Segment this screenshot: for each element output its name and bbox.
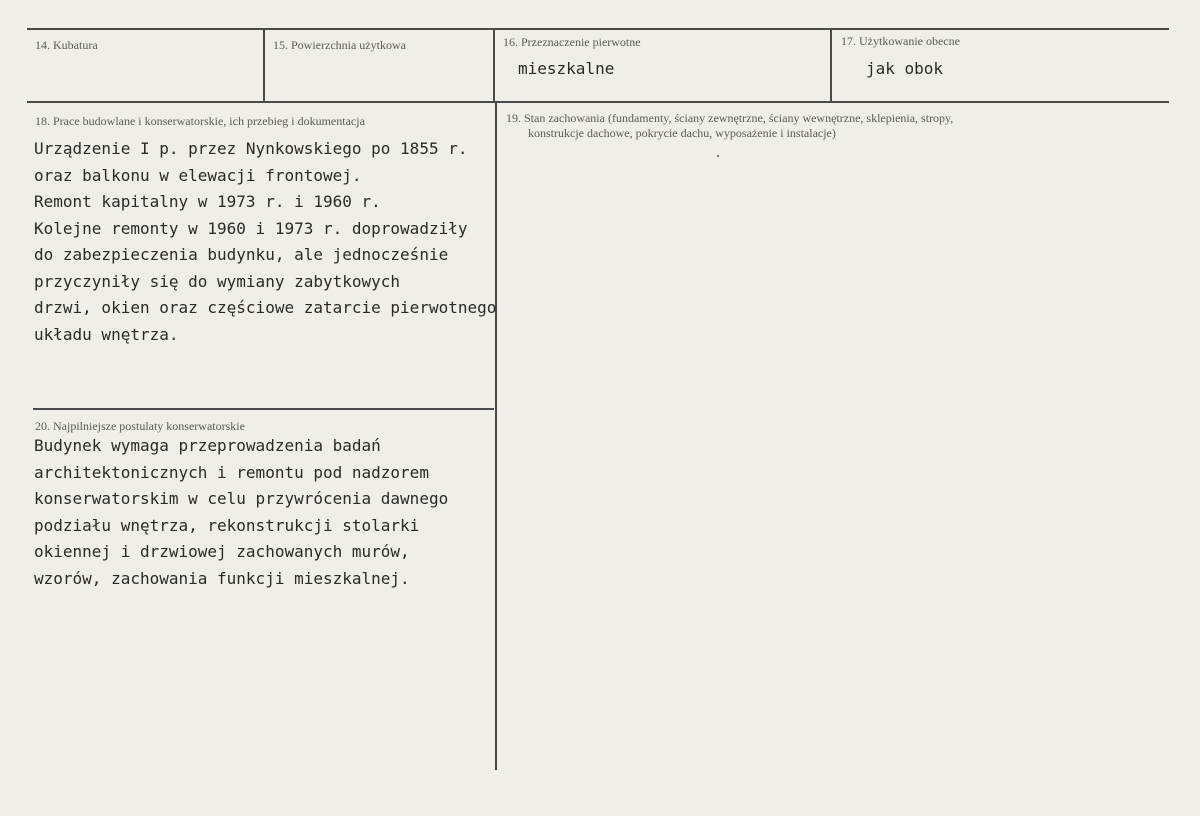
przeznaczenie-pierwotne-label: 16. Przeznaczenie pierwotne bbox=[503, 35, 641, 49]
postulaty-line: konserwatorskim w celu przywrócenia dawnego bbox=[34, 489, 449, 508]
uzytkowanie-obecne-label: 17. Użytkowanie obecne bbox=[841, 34, 960, 48]
prace-line: Urządzenie I p. przez Nynkowskiego po 1855 r. bbox=[34, 139, 468, 158]
prace-line: do zabezpieczenia budynku, ale jednocześnie bbox=[34, 245, 449, 264]
postulaty-text bbox=[34, 433, 448, 592]
postulaty-line: podziału wnętrza, rekonstrukcji stolarki bbox=[34, 515, 420, 535]
col-divider-14-15 bbox=[263, 29, 265, 102]
prace-line: oraz balkonu w elewacji frontowej. bbox=[34, 165, 362, 185]
postulaty-line: wzorów, zachowania funkcji mieszkalnej. bbox=[34, 568, 410, 588]
kubatura-label: 14. Kubatura bbox=[35, 38, 98, 52]
prace-budowlane-label: 18. Prace budowlane i konserwatorskie, ich przebieg i dokumentacja bbox=[35, 114, 365, 128]
prace-line: drzwi, okien oraz częściowe zatarcie pierwotnego bbox=[34, 298, 497, 317]
paper-speck bbox=[717, 155, 719, 157]
uzytkowanie-obecne-value: jak obok bbox=[866, 59, 944, 78]
postulaty-line: okiennej i drzwiowej zachowanych murów, bbox=[34, 542, 410, 561]
col-divider-15-16 bbox=[493, 29, 495, 102]
postulaty-label: 20. Najpilniejsze postulaty konserwatorskie bbox=[35, 419, 245, 433]
prace-line: Kolejne remonty w 1960 i 1973 r. doprowadziły bbox=[34, 218, 468, 238]
przeznaczenie-pierwotne-value: mieszkalne bbox=[518, 59, 615, 78]
powierzchnia-uzytkowa-label: 15. Powierzchnia użytkowa bbox=[273, 38, 406, 52]
stan-zachowania-label-line2: konstrukcje dachowe, pokrycie dachu, wyposażenie i instalacje) bbox=[528, 126, 836, 140]
col-divider-16-17 bbox=[830, 29, 832, 102]
prace-budowlane-text bbox=[34, 136, 496, 348]
row-divider-line bbox=[27, 101, 1169, 103]
prace-line: Remont kapitalny w 1973 r. i 1960 r. bbox=[34, 192, 381, 211]
top-border-line bbox=[27, 28, 1169, 30]
left-column-divider-line bbox=[33, 408, 494, 410]
prace-line: układu wnętrza. bbox=[34, 324, 179, 344]
postulaty-line: architektonicznych i remontu pod nadzorem bbox=[34, 462, 429, 482]
postulaty-line: Budynek wymaga przeprowadzenia badań bbox=[34, 436, 381, 455]
stan-zachowania-label-line1: 19. Stan zachowania (fundamenty, ściany zewnętrzne, ściany wewnętrzne, sklepienia, stropy, bbox=[506, 111, 954, 125]
prace-line: przyczyniły się do wymiany zabytkowych bbox=[34, 271, 401, 291]
